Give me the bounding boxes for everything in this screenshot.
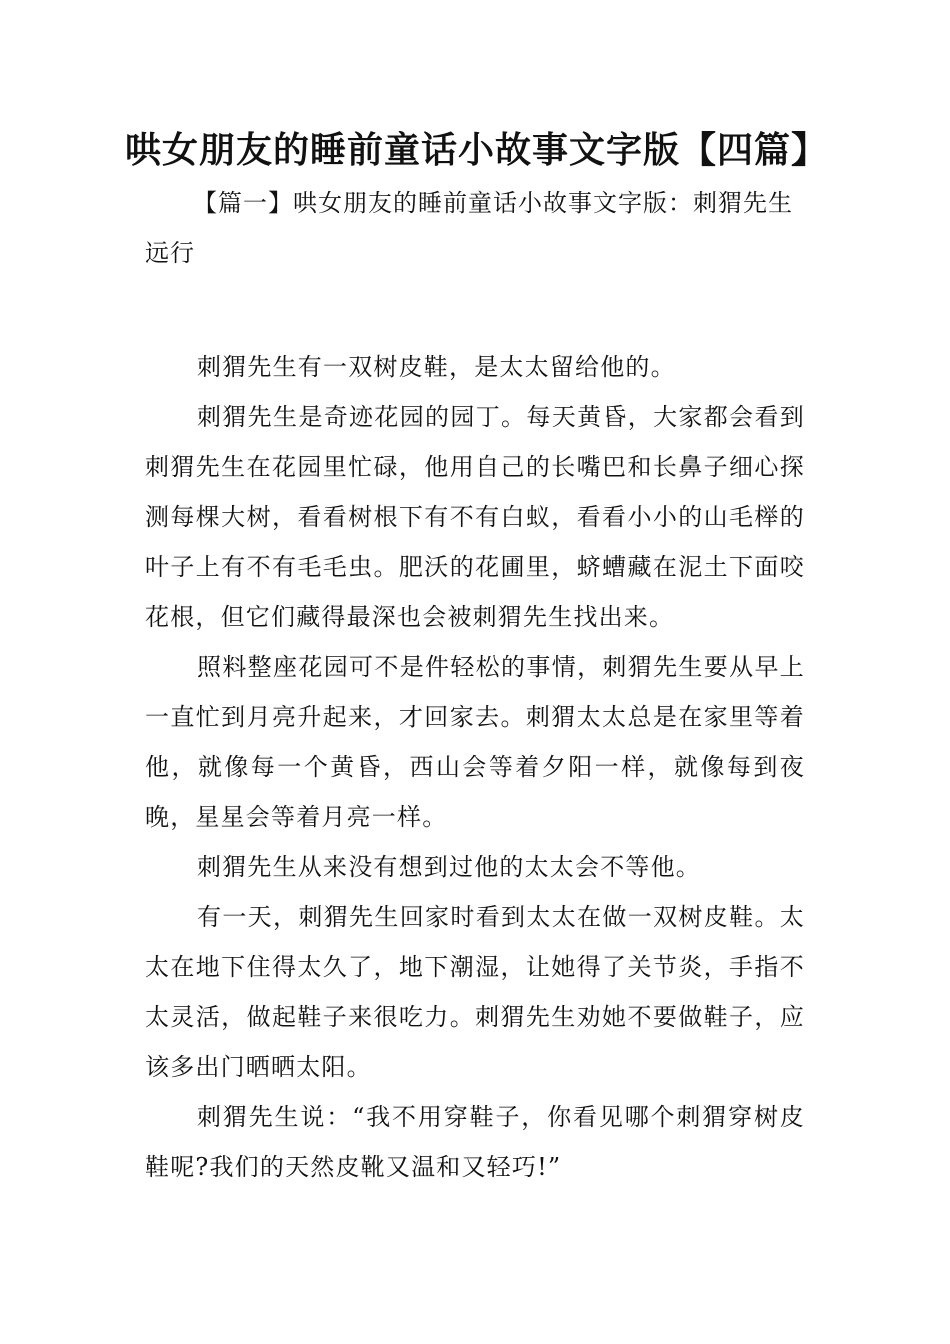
section-heading: 【篇一】哄女朋友的睡前童话小故事文字版：刺猬先生远行 (145, 189, 793, 267)
paragraph: 照料整座花园可不是件轻松的事情，刺猬先生要从早上一直忙到月亮升起来，才回家去。刺猬太太总是在家里等着他，就像每一个黄昏，西山会等着夕阳一样，就像每到夜晚，星星会等着月亮一样。 (145, 653, 805, 831)
document-page (125, 124, 829, 1192)
paragraph: 刺猬先生是奇迹花园的园丁。每天黄昏，大家都会看到刺猬先生在花园里忙碌，他用自己的长嘴巴和长鼻子细心探测每棵大树，看看树根下有不有白蚁，看看小小的山毛榉的叶子上有不有毛毛虫。肥沃的花圃里，蛴螬藏在泥土下面咬花根，但它们藏得最深也会被刺猬先生找出来。 (145, 403, 805, 631)
paragraph: 刺猬先生从来没有想到过他的太太会不等他。 (197, 853, 701, 881)
blank-gap (145, 278, 805, 342)
document-title: 哄女朋友的睡前童话小故事文字版【四篇】 (125, 130, 829, 171)
paragraph: 刺猬先生有一双树皮鞋，是太太留给他的。 (197, 353, 676, 381)
paragraph: 有一天，刺猬先生回家时看到太太在做一双树皮鞋。太太在地下住得太久了，地下潮湿，让她得了关节炎，手指不太灵活，做起鞋子来很吃力。刺猬先生劝她不要做鞋子，应该多出门晒晒太阳。 (145, 903, 805, 1081)
paragraph: 刺猬先生说：“我不用穿鞋子，你看见哪个刺猬穿树皮鞋呢?我们的天然皮靴又温和又轻巧!” (145, 1103, 805, 1181)
